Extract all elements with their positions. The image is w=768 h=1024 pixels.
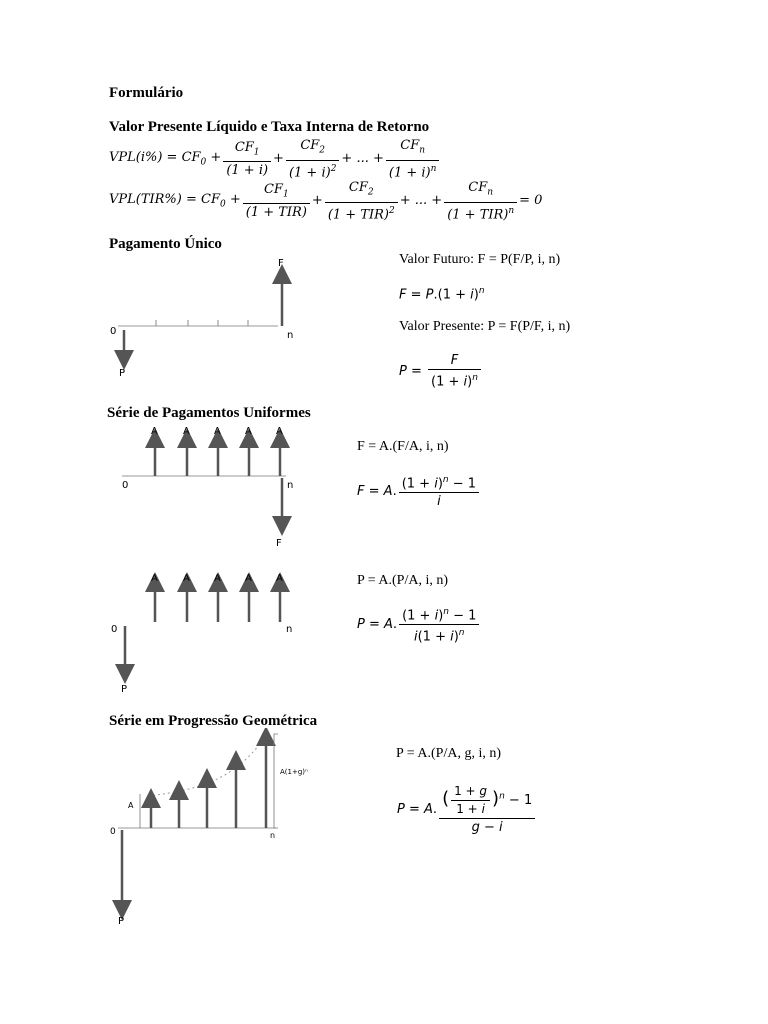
single-n-label: n xyxy=(287,330,294,341)
uniform2-p: P xyxy=(121,684,128,695)
uniform1-n: n xyxy=(287,480,294,491)
uniform1-f: F xyxy=(276,538,282,549)
uniform1-a1: A xyxy=(151,426,158,437)
vpl-heading: Valor Presente Líquido e Taxa Interna de Retorno xyxy=(109,119,430,135)
present-value-formula: P = $\frac{F}{(1 + i)^n}$ xyxy=(399,352,483,390)
uniform2-n: n xyxy=(286,624,293,635)
geometric-zero: 0 xyxy=(110,827,116,837)
uniform2-a5: A xyxy=(276,573,283,584)
page-title: Formulário xyxy=(109,85,184,101)
uniform2-a3: A xyxy=(214,573,221,584)
geometric-series-heading: Série em Progressão Geométrica xyxy=(109,713,318,729)
uniform2-a4: A xyxy=(245,573,252,584)
vpl-formula: $VPL(i\%) = CF_0$ + $\frac{CF_1}{(1 + i)}$ + $\frac{CF_2}{(1 + i)^2}$ + ... + $\frac{CF_n}{(1 + i)^n}$ xyxy=(109,137,441,181)
geometric-pv-label: P = A.(P/A, g, i, n) xyxy=(396,746,501,761)
geometric-p: P xyxy=(118,916,125,927)
uniform-pv-label: P = A.(P/A, i, n) xyxy=(357,573,448,588)
uniform-fv-label: F = A.(F/A, i, n) xyxy=(357,439,449,454)
uniform1-a2: A xyxy=(183,426,190,437)
present-value-label: Valor Presente: P = F(P/F, i, n) xyxy=(399,319,571,334)
geometric-pv-formula: P = A . ( $\frac{1 + g}{1 + i}$ )$^n$ − 1 g − i xyxy=(397,783,537,836)
single-payment-diagram xyxy=(108,252,298,384)
uniform-fv-diagram xyxy=(108,422,298,550)
single-payment-heading: Pagamento Único xyxy=(109,236,222,252)
tir-formula: $VPL(TIR\%) = CF_0$ + $\frac{CF_1}{\text{(1 + TIR)}}$ + $\frac{CF_2}{(1 + TIR)^2}$ + ... + $\frac{CF_n}{(1 + TIR)^n}$ = 0 xyxy=(109,180,543,222)
single-f-label: F xyxy=(278,258,284,269)
future-value-formula: $F = P.(1 + i)^n$ xyxy=(399,286,485,303)
uniform2-zero: 0 xyxy=(111,624,118,635)
uniform1-a4: A xyxy=(245,426,252,437)
geometric-growth: A(1+g)ⁿ xyxy=(280,768,308,776)
uniform1-a5: A xyxy=(276,426,283,437)
uniform-pv-diagram xyxy=(108,566,298,696)
uniform2-a2: A xyxy=(183,573,190,584)
single-zero-label: 0 xyxy=(110,326,117,337)
uniform1-a3: A xyxy=(214,426,221,437)
uniform-pv-formula: P = A . $\frac{(1 + i)^n - 1}{i(1 + i)^n}$ xyxy=(357,604,481,646)
geometric-n: n xyxy=(270,831,276,840)
geometric-a: A xyxy=(128,801,134,810)
single-p-label: P xyxy=(119,368,126,379)
uniform1-zero: 0 xyxy=(122,480,129,491)
future-value-label: Valor Futuro: F = P(F/P, i, n) xyxy=(399,252,561,267)
uniform-series-heading: Série de Pagamentos Uniformes xyxy=(107,405,311,421)
uniform2-a1: A xyxy=(151,573,158,584)
geometric-series-diagram xyxy=(108,728,318,928)
uniform-fv-formula: F = A . $\frac{(1 + i)^n - 1}{i}$ xyxy=(357,472,481,510)
